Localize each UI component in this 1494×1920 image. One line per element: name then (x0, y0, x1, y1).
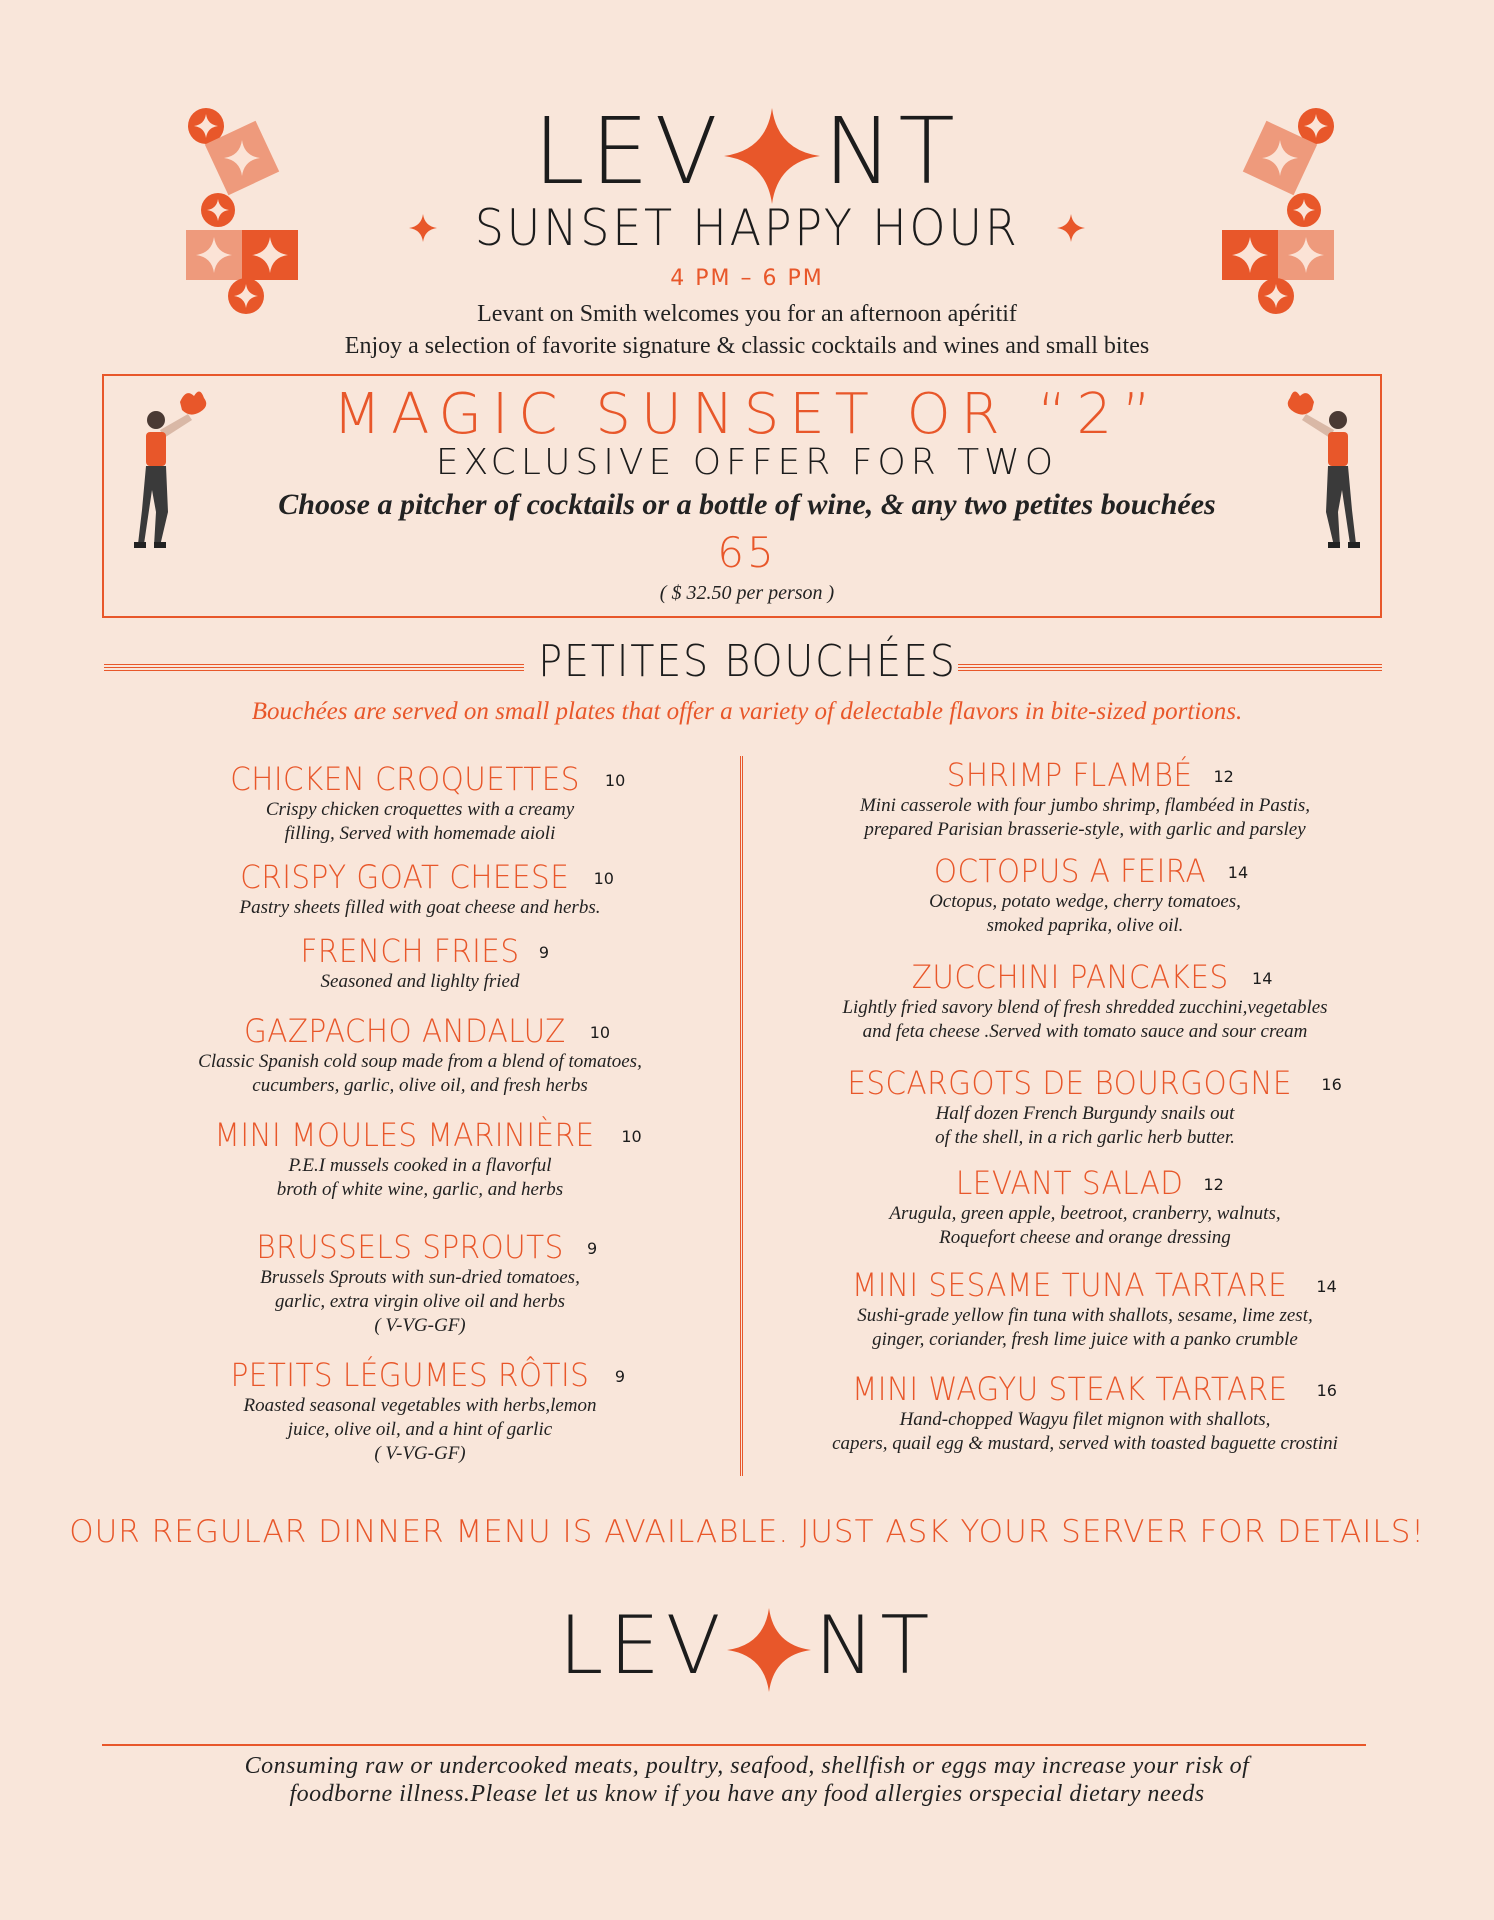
item-price: 10 (589, 1023, 611, 1042)
heading-rule-right (958, 664, 1382, 672)
item-name: CHICKEN CROQUETTES (229, 760, 580, 798)
item-description: Half dozen French Burgundy snails out of the shell, in a rich garlic herb butter. (935, 1103, 1235, 1148)
item-price: 10 (593, 869, 614, 888)
item-description: Lightly fried savory blend of fresh shredded zucchini,vegetables and feta cheese .Served with tomato sauce and sour cream (842, 997, 1328, 1042)
menu-item (170, 1228, 670, 1338)
item-price: 16 (1316, 1381, 1337, 1400)
fire-breather-illustration-right (1284, 390, 1374, 556)
star-logo-icon (724, 108, 820, 204)
intro-line-1: Levant on Smith welcomes you for an afternoon apéritif (477, 301, 1017, 327)
menu-item (790, 1370, 1380, 1456)
item-name: SHRIMP FLAMBÉ (946, 756, 1193, 794)
logo-text-right: NT (814, 1599, 936, 1692)
item-description: Classic Spanish cold soup made from a blend of tomatoes, cucumbers, garlic, olive oil, and fresh herbs (198, 1051, 642, 1096)
menu-item (170, 932, 670, 994)
item-price: 16 (1321, 1075, 1342, 1094)
item-name: CRISPY GOAT CHEESE (240, 858, 570, 896)
star-logo-icon (727, 1608, 811, 1692)
item-price: 12 (1203, 1175, 1224, 1194)
menu-item (790, 1064, 1380, 1150)
offer-subtitle: EXCLUSIVE OFFER FOR TWO (435, 442, 1059, 483)
item-price: 9 (586, 1239, 598, 1258)
section-note: Bouchées are served on small plates that offer a variety of delectable flavors in bite-sized portions. (251, 698, 1243, 725)
page-title: SUNSET HAPPY HOUR (474, 199, 1020, 257)
item-name: MINI MOULES MARINIÈRE (214, 1116, 595, 1154)
intro-line-2: Enjoy a selection of favorite signature & classic cocktails and wines and small bites (344, 333, 1150, 359)
logo-text-right: NT (823, 98, 961, 205)
item-description: Arugula, green apple, beetroot, cranberry, walnuts, Roquefort cheese and orange dressing (889, 1203, 1281, 1248)
decorative-tiles-left (186, 104, 302, 318)
menu-item (790, 1266, 1380, 1352)
item-description: Crispy chicken croquettes with a creamy filling, Served with homemade aioli (265, 799, 575, 844)
regular-menu-note: OUR REGULAR DINNER MENU IS AVAILABLE. JUST ASK YOUR SERVER FOR DETAILS! (69, 1514, 1425, 1550)
menu-item (790, 756, 1380, 842)
item-name: FRENCH FRIES (300, 932, 520, 970)
item-name: LEVANT SALAD (956, 1164, 1184, 1202)
offer-price: 65 (717, 528, 777, 577)
logo-text-left: LEV (558, 1599, 727, 1692)
item-price: 9 (614, 1367, 625, 1386)
menu-item (170, 858, 670, 920)
star-icon (409, 214, 437, 242)
item-name: MINI SESAME TUNA TARTARE (852, 1266, 1288, 1304)
decorative-tiles-right (1220, 104, 1336, 318)
item-name: ZUCCHINI PANCAKES (911, 958, 1229, 996)
item-name: MINI WAGYU STEAK TARTARE (851, 1370, 1288, 1408)
item-name: PETITS LÉGUMES RÔTIS (230, 1356, 590, 1394)
column-divider (740, 756, 743, 1476)
item-description: P.E.I mussels cooked in a flavorful broth of white wine, garlic, and herbs (276, 1155, 564, 1200)
offer-per-person: ( $ 32.50 per person ) (659, 582, 835, 604)
item-price: 10 (621, 1127, 642, 1146)
item-price: 14 (1316, 1277, 1337, 1296)
offer-title: MAGIC SUNSET OR “2” (332, 382, 1162, 447)
menu-item (170, 760, 670, 846)
menu-item (150, 1012, 690, 1098)
logo-text-left: LEV (533, 98, 724, 205)
item-name: BRUSSELS SPROUTS (256, 1228, 564, 1266)
item-price: 14 (1227, 863, 1249, 882)
item-price: 14 (1252, 969, 1273, 988)
bottom-logo (0, 1586, 1494, 1692)
section-heading (0, 636, 1494, 687)
item-description: Octopus, potato wedge, cherry tomatoes, smoked paprika, olive oil. (929, 891, 1241, 936)
item-description: Roasted seasonal vegetables with herbs,lemon juice, olive oil, and a hint of garlic ( V-VG-GF) (243, 1395, 597, 1464)
offer-description: Choose a pitcher of cocktails or a bottle of wine, & any two petites bouchées (278, 488, 1216, 521)
item-price: 10 (604, 771, 626, 790)
menu-item (790, 958, 1380, 1044)
menu-item (170, 1356, 670, 1466)
item-price: 9 (538, 943, 550, 962)
item-description: Hand-chopped Wagyu filet mignon with shallots, capers, quail egg & mustard, served with toasted baguette crostini (832, 1409, 1338, 1454)
item-price: 12 (1213, 767, 1234, 786)
hours-text: 4 PM – 6 PM (670, 266, 824, 291)
item-description: Brussels Sprouts with sun-dried tomatoes, garlic, extra virgin olive oil and herbs ( V-VG-GF) (260, 1267, 580, 1336)
disclaimer-line-2: foodborne illness.Please let us know if you have any food allergies orspecial dietary needs (289, 1781, 1205, 1807)
footer-divider (102, 1744, 1366, 1746)
item-name: OCTOPUS A FEIRA (933, 852, 1206, 890)
item-description: Pastry sheets filled with goat cheese and herbs. (239, 897, 601, 918)
menu-item (790, 852, 1380, 938)
item-name: GAZPACHO ANDALUZ (243, 1012, 566, 1050)
fire-breather-illustration-left (120, 390, 210, 556)
menu-item (150, 1116, 690, 1202)
menu-item (790, 1164, 1380, 1250)
star-icon (1057, 214, 1085, 242)
item-description: Mini casserole with four jumbo shrimp, flambéed in Pastis, prepared Parisian brasserie-style, with garlic and parsley (859, 795, 1310, 840)
disclaimer-line-1: Consuming raw or undercooked meats, poultry, seafood, shellfish or eggs may increase your risk of (244, 1753, 1250, 1779)
item-description: Sushi-grade yellow fin tuna with shallots, sesame, lime zest, ginger, coriander, fresh lime juice with a panko crumble (857, 1305, 1313, 1350)
item-name: ESCARGOTS DE BOURGOGNE (847, 1064, 1293, 1102)
item-description: Seasoned and lighlty fried (320, 971, 520, 992)
section-title: PETITES BOUCHÉES (537, 636, 957, 687)
